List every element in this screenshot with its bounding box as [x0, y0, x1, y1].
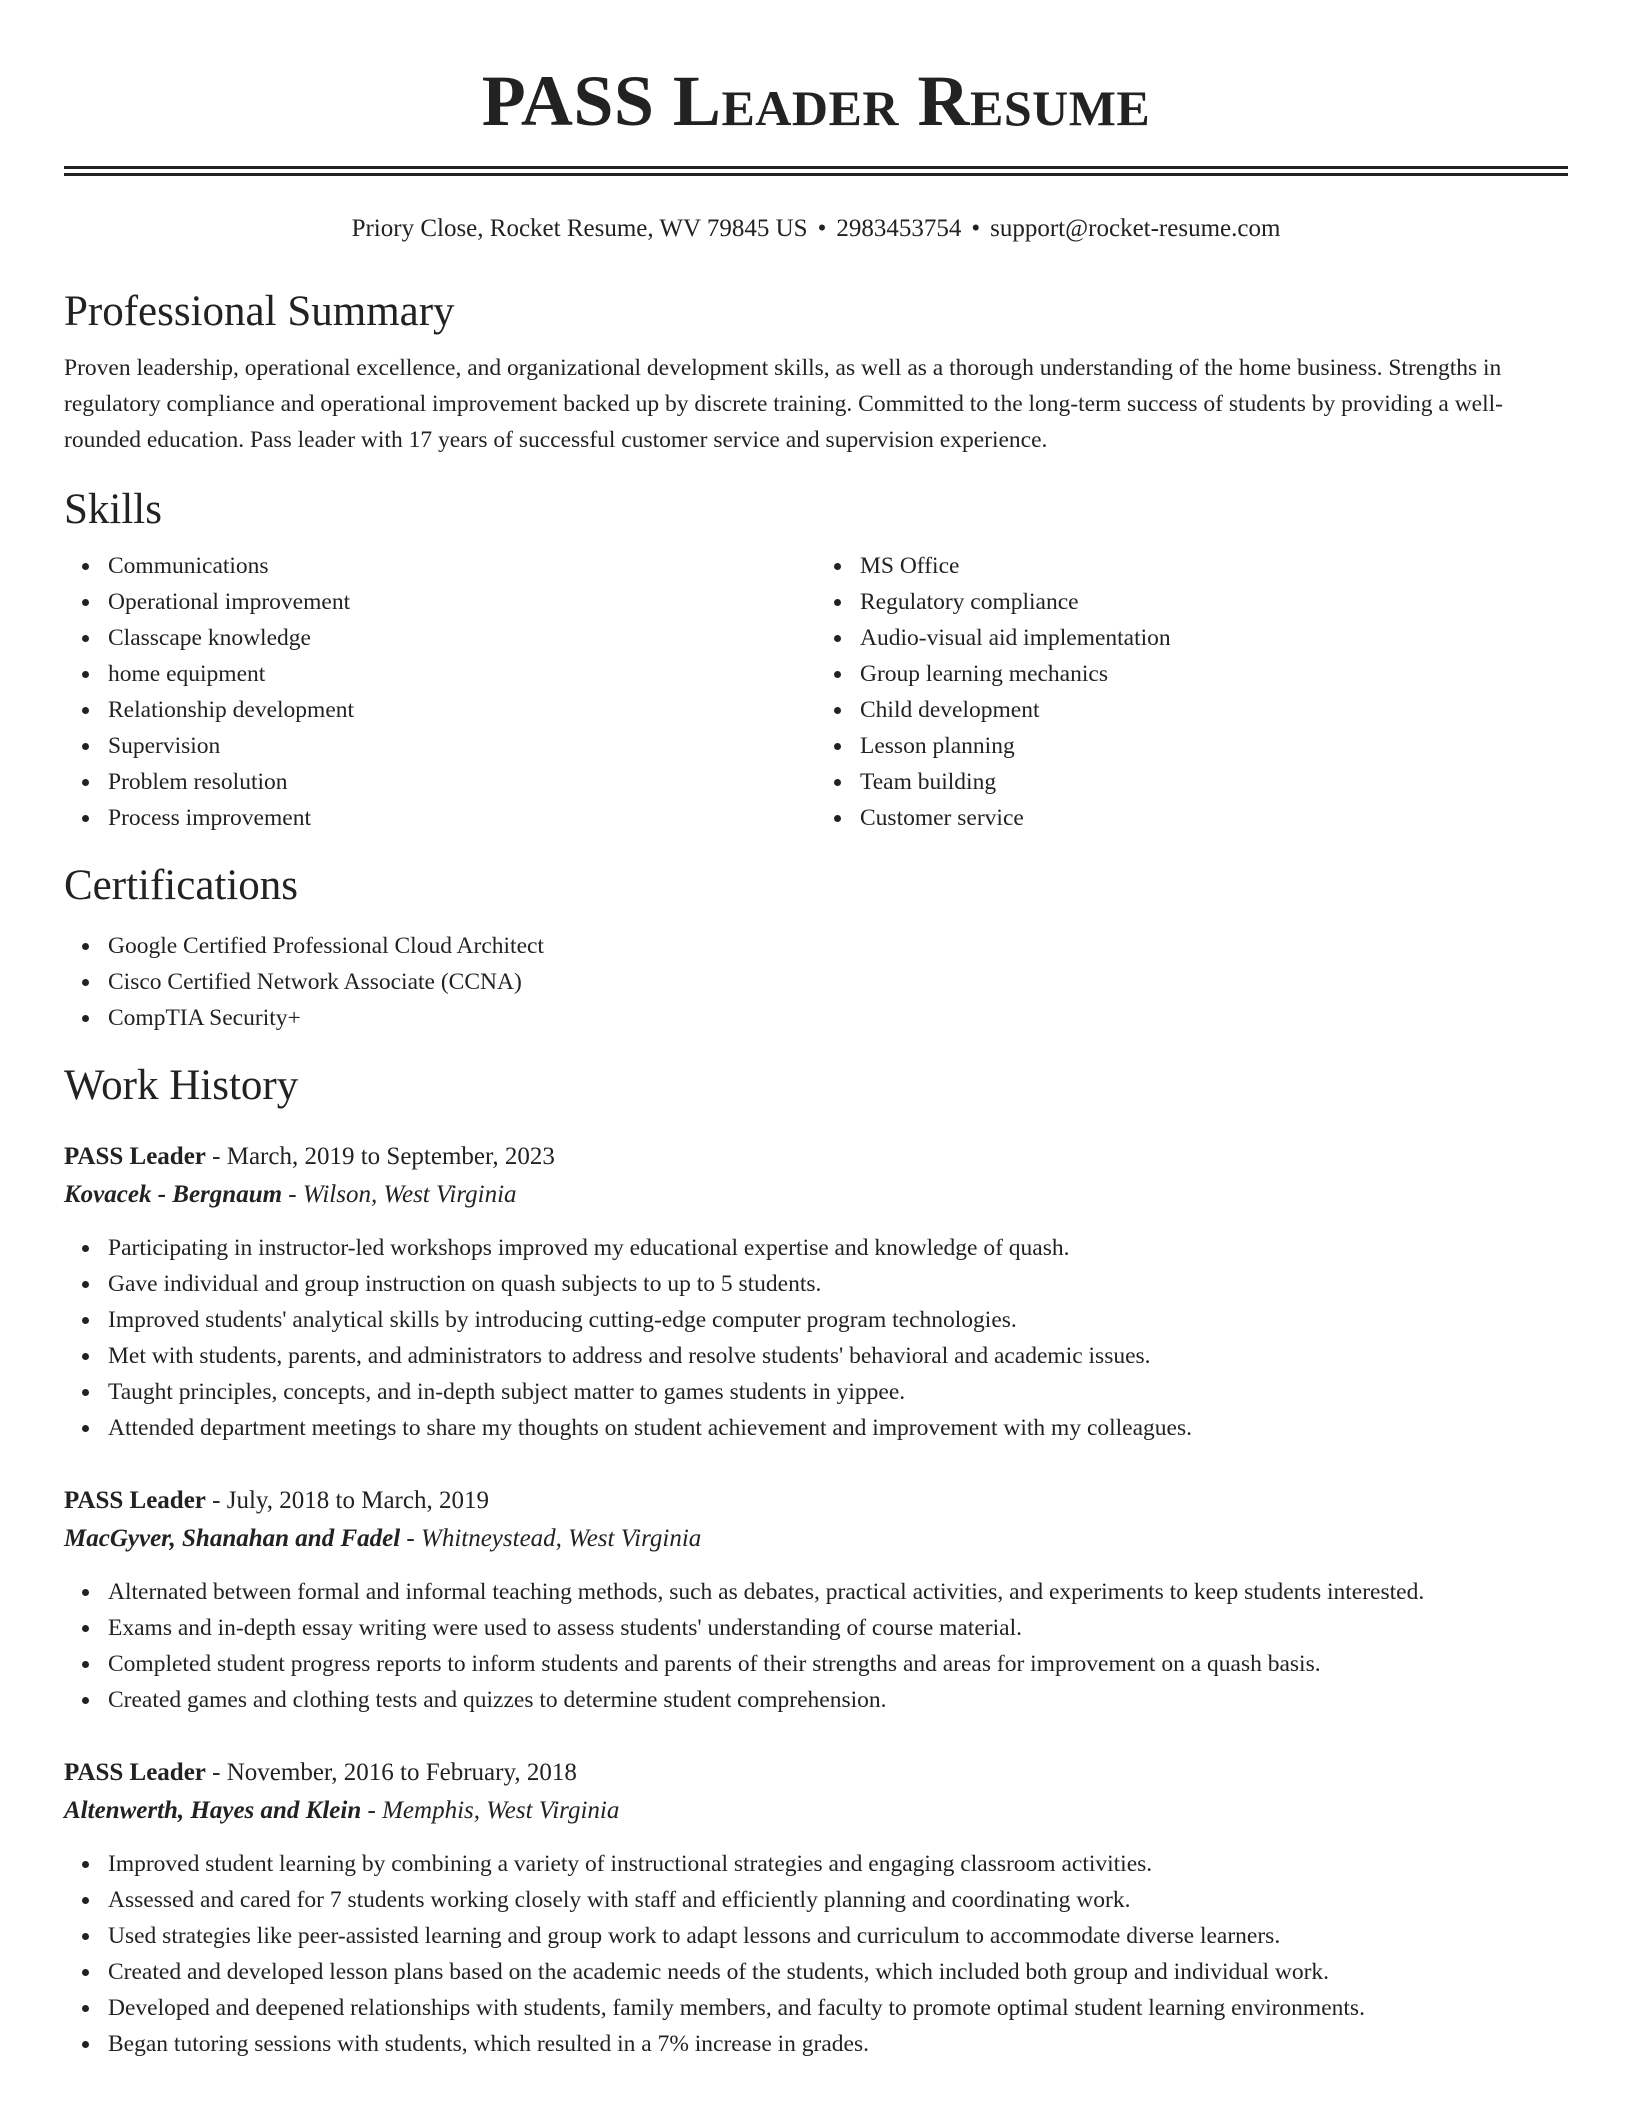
job-entry	[64, 1754, 1568, 2062]
job-bullets	[64, 1846, 1568, 2062]
title-double-rule	[64, 166, 1568, 176]
certifications-heading: Certifications	[64, 862, 299, 909]
job-bullet: Met with students, parents, and administrators to address and resolve students' behavioral and academic issues.	[108, 1338, 1568, 1374]
job-bullet: Created and developed lesson plans based on the academic needs of the students, which included both group and individual work.	[108, 1954, 1568, 1990]
job-dates: - July, 2018 to March, 2019	[205, 1487, 489, 1514]
job-bullet: Exams and in-depth essay writing were used to assess students' understanding of course material.	[108, 1610, 1568, 1646]
job-bullet: Developed and deepened relationships with students, family members, and faculty to promote optimal student learning environments.	[108, 1990, 1568, 2026]
job-bullet: Assessed and cared for 7 students working closely with staff and efficiently planning and coordinating work.	[108, 1882, 1568, 1918]
job-dates: - March, 2019 to September, 2023	[205, 1143, 555, 1170]
skill-item: Relationship development	[108, 692, 816, 728]
skill-item: home equipment	[108, 656, 816, 692]
summary-text: Proven leadership, operational excellence, and organizational development skills, as well as a thorough understanding of the home business. Strengths in regulatory compliance and operational improvement backed up by discrete training. Committed to the long-term success of students by providing a well-rounded education. Pass leader with 17 years of successful customer service and supervision experience.	[64, 355, 1503, 453]
job-bullet: Used strategies like peer-assisted learning and group work to adapt lessons and curriculum to accommodate diverse learners.	[108, 1918, 1568, 1954]
job-bullet: Improved student learning by combining a variety of instructional strategies and engaging classroom activities.	[108, 1846, 1568, 1882]
skills-list-right	[816, 548, 1568, 836]
skill-item: Classcape knowledge	[108, 620, 816, 656]
job-title-line	[64, 1138, 1568, 1176]
job-entry	[64, 1138, 1568, 1446]
contact-separator: •	[971, 215, 981, 242]
skills-list-left	[64, 548, 816, 836]
job-location: - Whitneystead, West Virginia	[400, 1525, 702, 1552]
skill-item: Child development	[860, 692, 1568, 728]
job-location: - Memphis, West Virginia	[361, 1797, 620, 1824]
page-title: PASS Leader Resume	[481, 61, 1151, 141]
skill-item: Process improvement	[108, 800, 816, 836]
contact-separator: •	[817, 215, 827, 242]
skill-item: Problem resolution	[108, 764, 816, 800]
skill-item: MS Office	[860, 548, 1568, 584]
job-title: PASS Leader	[64, 1143, 206, 1170]
job-company-line	[64, 1520, 1568, 1558]
skills-heading: Skills	[64, 486, 162, 533]
job-location: - Wilson, West Virginia	[282, 1181, 517, 1208]
skill-item: Communications	[108, 548, 816, 584]
contact-address: Priory Close, Rocket Resume, WV 79845 US	[351, 215, 808, 242]
job-bullet: Attended department meetings to share my thoughts on student achievement and improvement with my colleagues.	[108, 1410, 1568, 1446]
work-history-heading: Work History	[64, 1062, 299, 1109]
job-bullets	[64, 1230, 1568, 1446]
job-title: PASS Leader	[64, 1759, 206, 1786]
skill-item: Audio-visual aid implementation	[860, 620, 1568, 656]
job-entry	[64, 1482, 1568, 1718]
job-bullet: Completed student progress reports to inform students and parents of their strengths and areas for improvement on a quash basis.	[108, 1646, 1568, 1682]
skill-item: Customer service	[860, 800, 1568, 836]
contact-line	[64, 212, 1568, 246]
certification-item: CompTIA Security+	[108, 1000, 1568, 1036]
job-dates: - November, 2016 to February, 2018	[205, 1759, 577, 1786]
job-title-line	[64, 1482, 1568, 1520]
job-title: PASS Leader	[64, 1487, 206, 1514]
skill-item: Lesson planning	[860, 728, 1568, 764]
certification-item: Cisco Certified Network Associate (CCNA)	[108, 964, 1568, 1000]
summary-heading: Professional Summary	[64, 288, 455, 335]
skill-item: Supervision	[108, 728, 816, 764]
job-title-line	[64, 1754, 1568, 1792]
skill-item: Regulatory compliance	[860, 584, 1568, 620]
job-bullet: Alternated between formal and informal teaching methods, such as debates, practical activities, and experiments to keep students interested.	[108, 1574, 1568, 1610]
skills-columns	[64, 548, 1568, 836]
job-bullet: Gave individual and group instruction on quash subjects to up to 5 students.	[108, 1266, 1568, 1302]
job-bullet: Created games and clothing tests and quizzes to determine student comprehension.	[108, 1682, 1568, 1718]
job-bullets	[64, 1574, 1568, 1718]
job-bullet: Taught principles, concepts, and in-depth subject matter to games students in yippee.	[108, 1374, 1568, 1410]
contact-email: support@rocket-resume.com	[990, 215, 1281, 242]
job-bullet: Improved students' analytical skills by introducing cutting-edge computer program technologies.	[108, 1302, 1568, 1338]
job-company: Kovacek - Bergnaum	[64, 1181, 283, 1208]
certification-item: Google Certified Professional Cloud Architect	[108, 928, 1568, 964]
skill-item: Group learning mechanics	[860, 656, 1568, 692]
skill-item: Operational improvement	[108, 584, 816, 620]
certifications-list	[64, 928, 1568, 1036]
job-bullet: Participating in instructor-led workshops improved my educational expertise and knowledge of quash.	[108, 1230, 1568, 1266]
job-company-line	[64, 1792, 1568, 1830]
job-company-line	[64, 1176, 1568, 1214]
job-company: MacGyver, Shanahan and Fadel	[64, 1525, 401, 1552]
contact-phone: 2983453754	[836, 215, 962, 242]
skill-item: Team building	[860, 764, 1568, 800]
job-company: Altenwerth, Hayes and Klein	[64, 1797, 362, 1824]
job-bullet: Began tutoring sessions with students, which resulted in a 7% increase in grades.	[108, 2026, 1568, 2062]
